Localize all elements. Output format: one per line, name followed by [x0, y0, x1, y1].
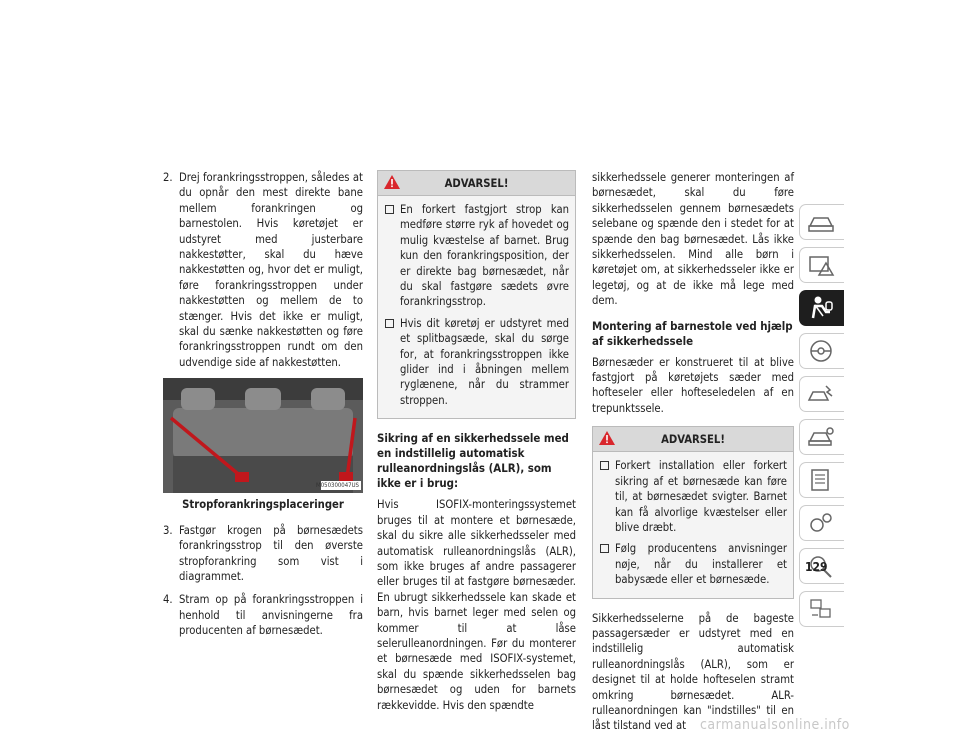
- figure-code: M050300047US: [316, 482, 359, 490]
- warning-box: [377, 170, 576, 419]
- rear-seat-illustration: [163, 378, 363, 493]
- step-number: 3.: [163, 523, 173, 537]
- step-2: [163, 170, 363, 370]
- section-heading: Sikring af en sikkerhedssele med en indstillelig automatisk rulleanordningslås (ALR), som ikke er i brug:: [377, 431, 569, 491]
- left-column: [163, 170, 363, 647]
- body-paragraph: Sikkerhedsselerne på de bageste passagersæder er udstyret med en indstillelig automatisk rulleanordningslås (ALR), som er designet til at holde hofteselen stramt omkring børnesædet. ALR-rulleanordningen kan "indstilles" til en låst tilstand ved at: [592, 611, 794, 733]
- step-text: Fastgør krogen på børnesædets forankringsstrop til den øverste stropforankring som vist i diagrammet.: [179, 523, 363, 583]
- checkbox-bullet-icon: [385, 319, 394, 328]
- index-language-icon: [806, 595, 836, 623]
- checkbox-bullet-icon: [600, 544, 609, 553]
- watermark-footer: carmanualsonline.info: [700, 717, 850, 733]
- seatbelt-person-icon: [806, 294, 836, 322]
- step-3: [163, 523, 363, 585]
- car-service-icon: [806, 423, 836, 451]
- specifications-list-icon: [806, 466, 836, 494]
- step-4: [163, 592, 363, 638]
- step-text: Stram op på forankringsstroppen i henhold til anvisningerne fra producenten af børnesædet.: [179, 593, 363, 638]
- warning-lights-icon: [806, 251, 836, 279]
- tab-safety[interactable]: [799, 290, 844, 326]
- rear-seat-tether-figure: [163, 378, 363, 493]
- steering-wheel-icon: [806, 337, 836, 365]
- warning-text: Forkert installation eller forkert sikring af et børnesæde kan føre til, at børnesædet svigter. Barnet kan få alvorlige kvæstelser eller blive dræbt.: [615, 459, 787, 534]
- tab-warning-lights[interactable]: [799, 247, 844, 283]
- tab-driving[interactable]: [799, 333, 844, 369]
- step-text: Drej forankringsstroppen, således at du opnår den mest direkte bane mellem forankringen og barnestolen. Hvis køretøjet er udstyret med justerbare nakkestøtter, skal du hæve nakkestøtten og, hvor det er muligt, føre forankringsstroppen under nakkestøtten og mellem de to stænger. Hvis det ikke er muligt, skal du sænke nakkestøtten og føre forankringsstroppen rundt om den udvendige side af nakkestøtten.: [179, 171, 363, 369]
- warning-item: [384, 202, 569, 310]
- tab-specifications[interactable]: [799, 462, 844, 498]
- warning-box: [592, 426, 794, 598]
- warning-header: [593, 427, 793, 452]
- right-column: [592, 170, 794, 734]
- checkbox-bullet-icon: [600, 461, 609, 470]
- tab-emergency[interactable]: [799, 376, 844, 412]
- warning-item: [599, 541, 787, 587]
- tab-dashboard[interactable]: [799, 204, 844, 240]
- warning-text: En forkert fastgjort strop kan medføre større ryk af hovedet og mulig kvæstelse af barnet. Brug kun den forankringsposition, der er direkte bag børnesædet, når du skal fastgøre sædets øvre forankringsstrop.: [400, 203, 569, 309]
- page-number: 129: [805, 560, 828, 574]
- tab-service[interactable]: [799, 419, 844, 455]
- warning-item: [384, 316, 569, 408]
- multimedia-icon: [806, 509, 836, 537]
- warning-title: ADVARSEL!: [444, 177, 509, 190]
- warning-text: Hvis dit køretøj er udstyret med et splitbagsæde, skal du sørge for, at forankringsstroppen ikke glider ind i åbningen mellem ryglænene, når du strammer stroppen.: [400, 316, 569, 407]
- figure-caption: Stropforankringsplaceringer: [182, 498, 344, 512]
- tab-multimedia[interactable]: [799, 505, 844, 541]
- step-number: 4.: [163, 593, 173, 607]
- body-paragraph: Børnesæder er konstrueret til at blive fastgjort på køretøjets sæder med hofteseler eller hofteseledelen af en trepunktssele.: [592, 355, 794, 415]
- dashboard-car-icon: [806, 208, 836, 236]
- car-crash-icon: [806, 380, 836, 408]
- warning-title: ADVARSEL!: [661, 433, 725, 447]
- warning-body: [593, 452, 793, 597]
- warning-body: [378, 196, 575, 418]
- checkbox-bullet-icon: [385, 205, 394, 214]
- body-paragraph: sikkerhedssele generer monteringen af børnesædet, skal du føre sikkerhedsselen gennem børnesædets selebane og spænde den i stedet for at spænde den bag børnesædet. Lås ikke sikkerhedsselen. Mind alle børn i køretøjet om, at sikkerhedsseler ikke er legetøj, og at de ikke må lege med dem.: [592, 171, 794, 308]
- body-paragraph: Hvis ISOFIX-monteringssystemet bruges til at montere et børnesæde, skal du sikre alle sikkerhedsseler med automatisk rulleanordningslås (ALR), som ikke bruges af andre passagerer eller bruges til at fastgøre børnesæder. En ubrugt sikkerhedssele kan skade et barn, hvis barnet leger med selen og kommer til at låse selerulleanordningen. Før du monterer et børnesæde med ISOFIX-systemet, skal du spænde sikkerhedsselen bag børnesædet og uden for barnets rækkevidde. Hvis den spændte: [377, 498, 576, 712]
- section-heading: Montering af barnestole ved hjælp af sikkerhedssele: [592, 318, 793, 348]
- warning-text: Følg producentens anvisninger nøje, når du installerer et babysæde eller et børnesæde.: [615, 542, 787, 587]
- warning-item: [599, 458, 787, 535]
- tab-languages[interactable]: [799, 591, 844, 627]
- step-number: 2.: [163, 171, 173, 184]
- warning-header: [378, 171, 575, 196]
- middle-column: [377, 170, 576, 713]
